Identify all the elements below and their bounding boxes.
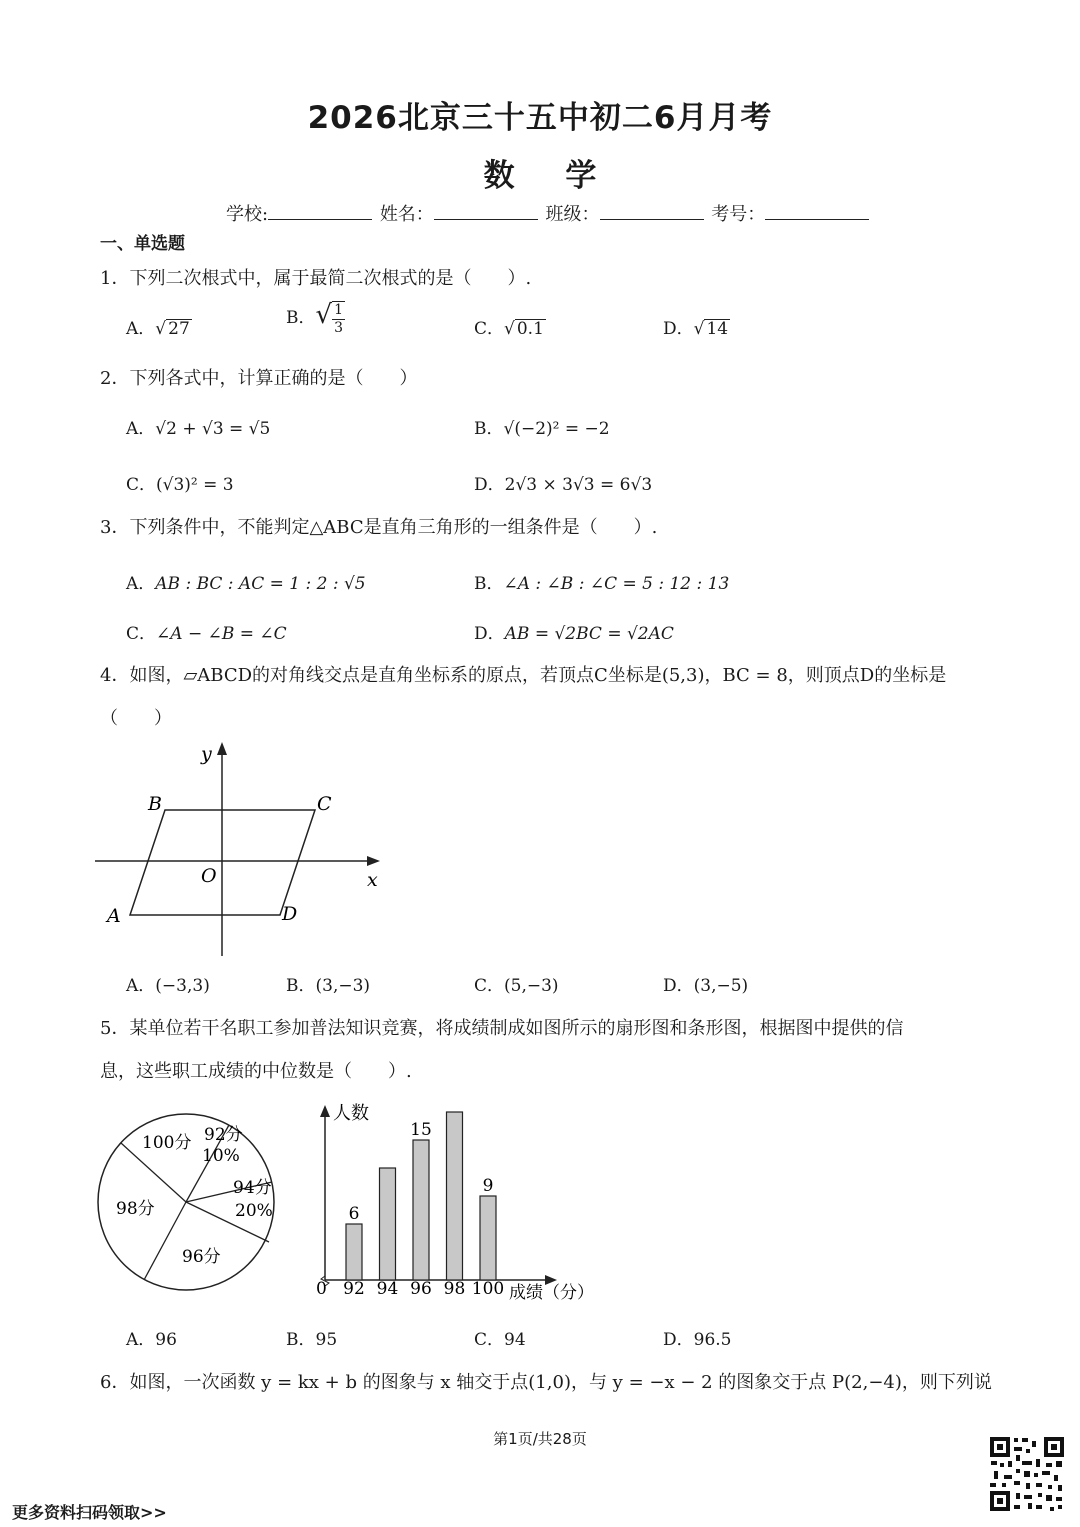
pie-label-94: 94分 bbox=[233, 1178, 272, 1198]
bar-tick-92: 92 bbox=[343, 1279, 365, 1299]
class-field-label: 班级： bbox=[545, 204, 600, 225]
vertex-d-label: D bbox=[282, 903, 298, 925]
question-1-option-a[interactable]: A．√ 27 bbox=[126, 319, 190, 339]
bar-98 bbox=[447, 1112, 463, 1280]
question-1-option-d[interactable]: D．√ 14 bbox=[663, 319, 729, 339]
bar-tick-100: 100 bbox=[471, 1279, 505, 1299]
school-field-label: 学校: bbox=[226, 204, 269, 225]
question-3-option-c[interactable]: C．∠A − ∠B = ∠C bbox=[126, 624, 287, 644]
y-axis-label: y bbox=[201, 743, 212, 765]
bar-x-axis-label: 成绩（分） bbox=[509, 1283, 594, 1303]
bar-data-label-100: 9 bbox=[482, 1176, 494, 1196]
bar-tick-96: 96 bbox=[410, 1279, 432, 1299]
bar-92 bbox=[346, 1224, 362, 1280]
y-axis-arrow-icon bbox=[217, 742, 227, 755]
question-1-option-b[interactable]: B．√ $\frac{1}{3}$ bbox=[286, 300, 343, 336]
class-blank[interactable] bbox=[600, 203, 704, 220]
x-axis-label: x bbox=[367, 869, 378, 891]
page-number: 第1页/共28页 bbox=[493, 1430, 587, 1448]
school-blank[interactable] bbox=[268, 203, 372, 220]
bar-y-axis-label: 人数 bbox=[333, 1103, 369, 1124]
exam-subject: 数 学 bbox=[483, 158, 597, 194]
pie-label-92: 92分 bbox=[204, 1125, 243, 1145]
question-6-stem: 6．如图，一次函数 y = kx + b 的图象与 x 轴交于点(1,0)，与 y = −x − 2 的图象交于点 P(2,−4)，则下列说 bbox=[100, 1372, 992, 1393]
question-3-stem: 3．下列条件中，不能判定△ABC是直角三角形的一组条件是（ ）. bbox=[100, 517, 658, 538]
pie-label-92-percent: 10% bbox=[202, 1146, 240, 1166]
bar-y-arrow-icon bbox=[320, 1105, 330, 1117]
question-5-option-c[interactable]: C．94 bbox=[474, 1330, 526, 1350]
question-2-option-c[interactable]: C．(√3)² = 3 bbox=[126, 475, 234, 495]
question-5-option-d[interactable]: D．96.5 bbox=[663, 1330, 732, 1350]
question-3-option-a[interactable]: A．AB : BC : AC = 1 : 2 : √5 bbox=[126, 574, 366, 594]
question-4-option-a[interactable]: A．(−3,3) bbox=[126, 976, 210, 996]
pie-label-100: 100分 bbox=[142, 1133, 192, 1153]
bar-data-label-96: 15 bbox=[410, 1120, 432, 1140]
more-resources-link[interactable]: 更多资料扫码领取>> bbox=[12, 1503, 167, 1522]
bar-100 bbox=[480, 1196, 496, 1280]
bar-tick-94: 94 bbox=[376, 1279, 399, 1299]
question-5-option-b[interactable]: B．95 bbox=[286, 1330, 338, 1350]
student-info-line bbox=[226, 200, 871, 226]
question-5-option-a[interactable]: A．96 bbox=[126, 1330, 177, 1350]
pie-label-94-percent: 20% bbox=[235, 1201, 273, 1221]
question-4-stem-continued: （ ） bbox=[100, 708, 172, 729]
vertex-a-label: A bbox=[107, 905, 121, 927]
bar-origin-label: 0 bbox=[316, 1279, 327, 1299]
x-axis-arrow-icon bbox=[367, 856, 380, 866]
question-4-option-d[interactable]: D．(3,−5) bbox=[663, 976, 749, 996]
question-3-option-b[interactable]: B．∠A : ∠B : ∠C = 5 : 12 : 13 bbox=[474, 574, 730, 594]
question-2-option-d[interactable]: D．2√3 × 3√3 = 6√3 bbox=[474, 475, 653, 495]
question-1-option-c[interactable]: C．√ 0.1 bbox=[474, 319, 544, 339]
question-4-option-b[interactable]: B．(3,−3) bbox=[286, 976, 371, 996]
question-2-option-a[interactable]: A．√2 + √3 = √5 bbox=[126, 419, 271, 439]
pie-label-98: 98分 bbox=[116, 1199, 155, 1219]
score-bar-chart bbox=[305, 1095, 595, 1310]
name-blank[interactable] bbox=[434, 203, 538, 220]
bar-data-label-92: 6 bbox=[348, 1204, 360, 1224]
question-2-stem: 2．下列各式中，计算正确的是（ ） bbox=[100, 368, 418, 389]
vertex-b-label: B bbox=[148, 793, 162, 815]
score-pie-chart bbox=[94, 1110, 279, 1295]
question-1-stem: 1．下列二次根式中，属于最简二次根式的是（ ）. bbox=[100, 268, 532, 289]
pie-label-96: 96分 bbox=[182, 1247, 221, 1267]
exam-title: 2026北京三十五中初二6月月考 bbox=[307, 100, 773, 136]
vertex-c-label: C bbox=[317, 793, 332, 815]
exam-number-blank[interactable] bbox=[765, 203, 869, 220]
bar-96 bbox=[413, 1140, 429, 1280]
question-4-option-c[interactable]: C．(5,−3) bbox=[474, 976, 559, 996]
question-5-stem-continued: 息，这些职工成绩的中位数是（ ）. bbox=[100, 1061, 412, 1082]
bar-tick-98: 98 bbox=[443, 1279, 466, 1299]
question-3-option-d[interactable]: D．AB = √2BC = √2AC bbox=[474, 624, 674, 644]
question-5-stem: 5．某单位若干名职工参加普法知识竞赛，将成绩制成如图所示的扇形图和条形图，根据图中提供的信 bbox=[100, 1018, 904, 1039]
question-2-option-b[interactable]: B．√(−2)² = −2 bbox=[474, 419, 610, 439]
bar-94 bbox=[380, 1168, 396, 1280]
parallelogram-coordinate-figure bbox=[95, 738, 395, 958]
qr-code-icon[interactable] bbox=[988, 1435, 1066, 1513]
origin-label: O bbox=[201, 865, 217, 887]
exam-number-field-label: 考号： bbox=[711, 204, 766, 225]
bar-series bbox=[343, 1112, 504, 1299]
section-heading-single-choice: 一、单选题 bbox=[100, 234, 185, 254]
question-4-stem: 4．如图，▱ABCD的对角线交点是直角坐标系的原点，若顶点C坐标是(5,3)，BC = 8，则顶点D的坐标是 bbox=[100, 665, 947, 686]
name-field-label: 姓名： bbox=[379, 204, 434, 225]
